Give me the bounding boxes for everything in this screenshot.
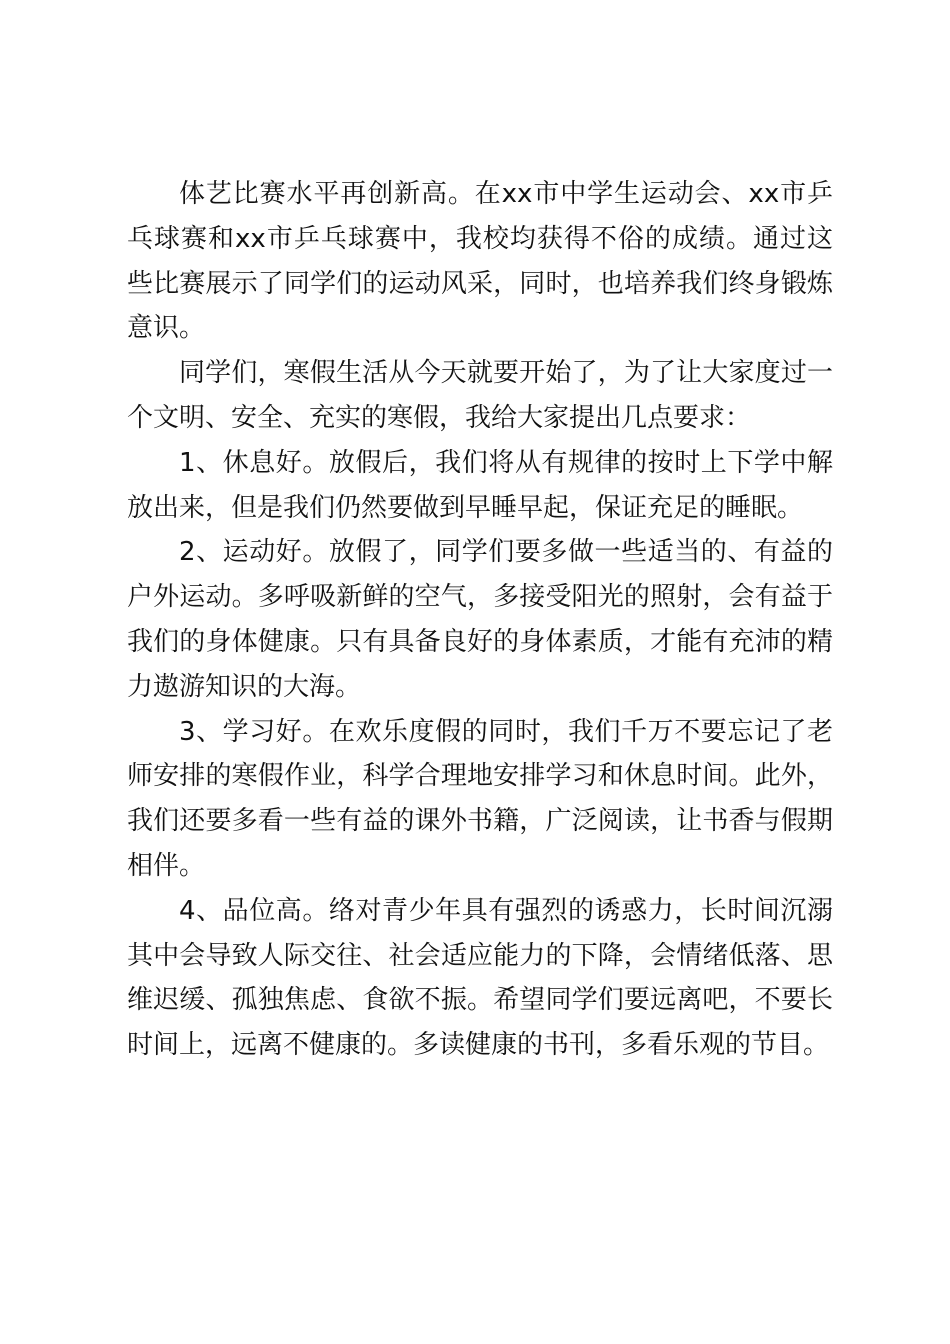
paragraph-rest-well: 1、休息好。放假后，我们将从有规律的按时上下学中解放出来，但是我们仍然要做到早睡早起，保证充足的睡眠。 <box>127 447 833 523</box>
paragraph-exercise-well: 2、运动好。放假了，同学们要多做一些适当的、有益的户外运动。多呼吸新鲜的空气，多接受阳光的照射，会有益于我们的身体健康。只有具备良好的身体素质，才能有充沛的精力遨游知识的大海。 <box>127 537 833 702</box>
document-body <box>127 172 833 1068</box>
paragraph-high-taste: 4、品位高。络对青少年具有强烈的诱惑力，长时间沉溺其中会导致人际交往、社会适应能力的下降，会情绪低落、思维迟缓、孤独焦虑、食欲不振。希望同学们要远离吧，不要长时间上，远离不健康的。多读健康的书刊，多看乐观的节目。 <box>127 895 833 1061</box>
paragraph-study-well: 3、学习好。在欢乐度假的同时，我们千万不要忘记了老师安排的寒假作业，科学合理地安排学习和休息时间。此外，我们还要多看一些有益的课外书籍，广泛阅读，让书香与假期相伴。 <box>127 716 833 881</box>
paragraph-sports-achievements: 体艺比赛水平再创新高。在xx市中学生运动会、xx市乒乓球赛和xx市乒乓球赛中，我校均获得不俗的成绩。通过这些比赛展示了同学们的运动风采，同时，也培养我们终身锻炼意识。 <box>127 179 833 344</box>
paragraph-winter-break-intro: 同学们，寒假生活从今天就要开始了，为了让大家度过一个文明、安全、充实的寒假，我给大家提出几点要求： <box>127 358 833 433</box>
